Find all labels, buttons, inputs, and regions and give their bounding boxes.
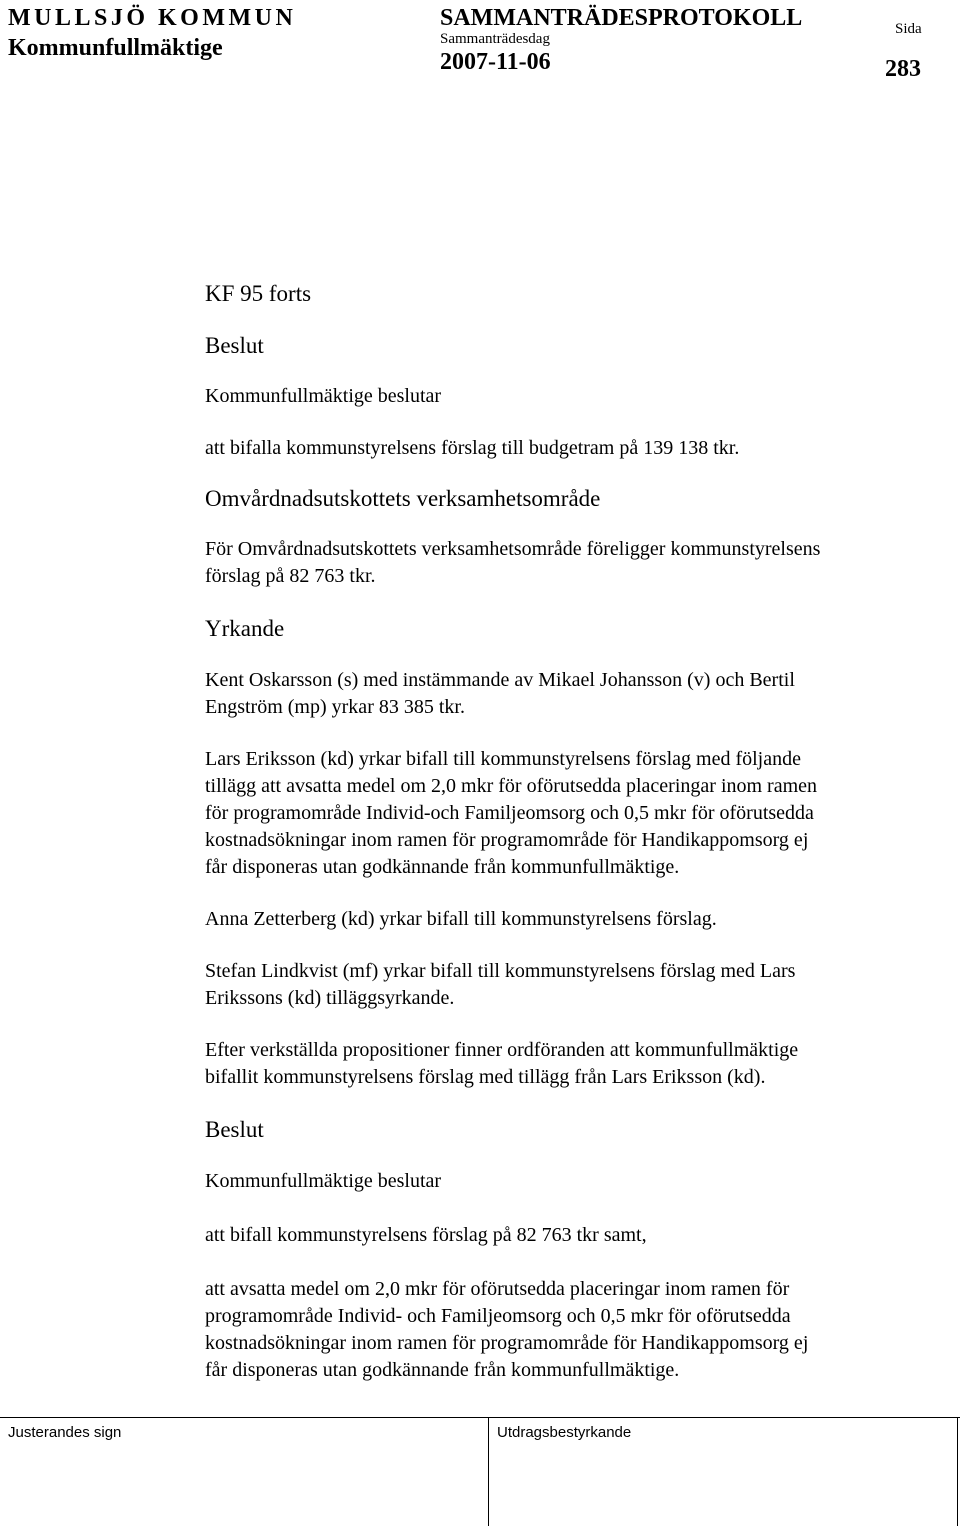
text-line: Kent Oskarsson (s) med instämmande av Mikael Johansson (v) och Bertil <box>205 669 795 691</box>
section-reference: KF 95 forts <box>205 281 312 306</box>
text-line: Efter verkställda propositioner finner ordföranden att kommunfullmäktige <box>205 1039 799 1061</box>
footer-right-border <box>957 1417 958 1526</box>
decision-intro-2: Kommunfullmäktige beslutar <box>205 1170 442 1192</box>
motion-anna-zetterberg: Anna Zetterberg (kd) yrkar bifall till kommunstyrelsens förslag. <box>205 908 717 930</box>
text-line: För Omvårdnadsutskottets verksamhetsområde föreligger kommunstyrelsens <box>205 538 821 560</box>
text-line: att avsatta medel om 2,0 mkr för oförutsedda placeringar inom ramen för <box>205 1278 790 1300</box>
text-line: förslag på 82 763 tkr. <box>205 565 376 587</box>
text-line: får disponeras utan godkännande från kommunfullmäktige. <box>205 856 680 878</box>
footer-divider <box>0 1417 960 1418</box>
text-line: Lars Eriksson (kd) yrkar bifall till kommunstyrelsens förslag med följande <box>205 748 801 770</box>
municipality-name: MULLSJÖ KOMMUN <box>8 5 297 31</box>
assembly-name: Kommunfullmäktige <box>8 35 223 61</box>
decision-text-2a: att bifall kommunstyrelsens förslag på 82 763 tkr samt, <box>205 1224 647 1246</box>
area-heading: Omvårdnadsutskottets verksamhetsområde <box>205 486 601 511</box>
meeting-date-label: Sammanträdesdag <box>440 31 550 47</box>
decision-heading: Beslut <box>205 333 264 358</box>
decision-heading-2: Beslut <box>205 1117 264 1142</box>
page-number: 283 <box>885 56 921 82</box>
proposition-text <box>205 1037 925 1091</box>
meeting-date: 2007-11-06 <box>440 49 551 75</box>
extract-certification-label: Utdragsbestyrkande <box>497 1424 632 1441</box>
text-line: får disponeras utan godkännande från kommunfullmäktige. <box>205 1359 680 1381</box>
text-line: kostnadsökningar inom ramen för programområde för Handikappomsorg ej <box>205 1332 809 1354</box>
text-line: tillägg att avsatta medel om 2,0 mkr för oförutsedda placeringar inom ramen <box>205 775 818 797</box>
footer-column-divider <box>488 1417 489 1526</box>
motion-stefan-lindkvist <box>205 958 925 1012</box>
text-line: kostnadsökningar inom ramen för programområde för Handikappomsorg ej <box>205 829 809 851</box>
text-line: Erikssons (kd) tilläggsyrkande. <box>205 987 455 1009</box>
text-line: programområde Individ- och Familjeomsorg och 0,5 mkr för oförutsedda <box>205 1305 791 1327</box>
decision-text-2b <box>205 1276 925 1384</box>
justification-signature-label: Justerandes sign <box>8 1424 122 1441</box>
text-line: för programområde Individ-och Familjeomsorg och 0,5 mkr för oförutsedda <box>205 802 814 824</box>
motion-kent-oskarsson <box>205 667 925 721</box>
text-line: Stefan Lindkvist (mf) yrkar bifall till kommunstyrelsens förslag med Lars <box>205 960 796 982</box>
area-text <box>205 536 925 590</box>
text-line: bifallit kommunstyrelsens förslag med tillägg från Lars Eriksson (kd). <box>205 1066 766 1088</box>
decision-text: att bifalla kommunstyrelsens förslag till budgetram på 139 138 tkr. <box>205 437 740 459</box>
text-line: Engström (mp) yrkar 83 385 tkr. <box>205 696 465 718</box>
motion-lars-eriksson <box>205 746 925 881</box>
motion-heading: Yrkande <box>205 616 285 641</box>
decision-intro: Kommunfullmäktige beslutar <box>205 385 442 407</box>
page-label: Sida <box>895 21 922 37</box>
document-type: SAMMANTRÄDESPROTOKOLL <box>440 5 803 31</box>
